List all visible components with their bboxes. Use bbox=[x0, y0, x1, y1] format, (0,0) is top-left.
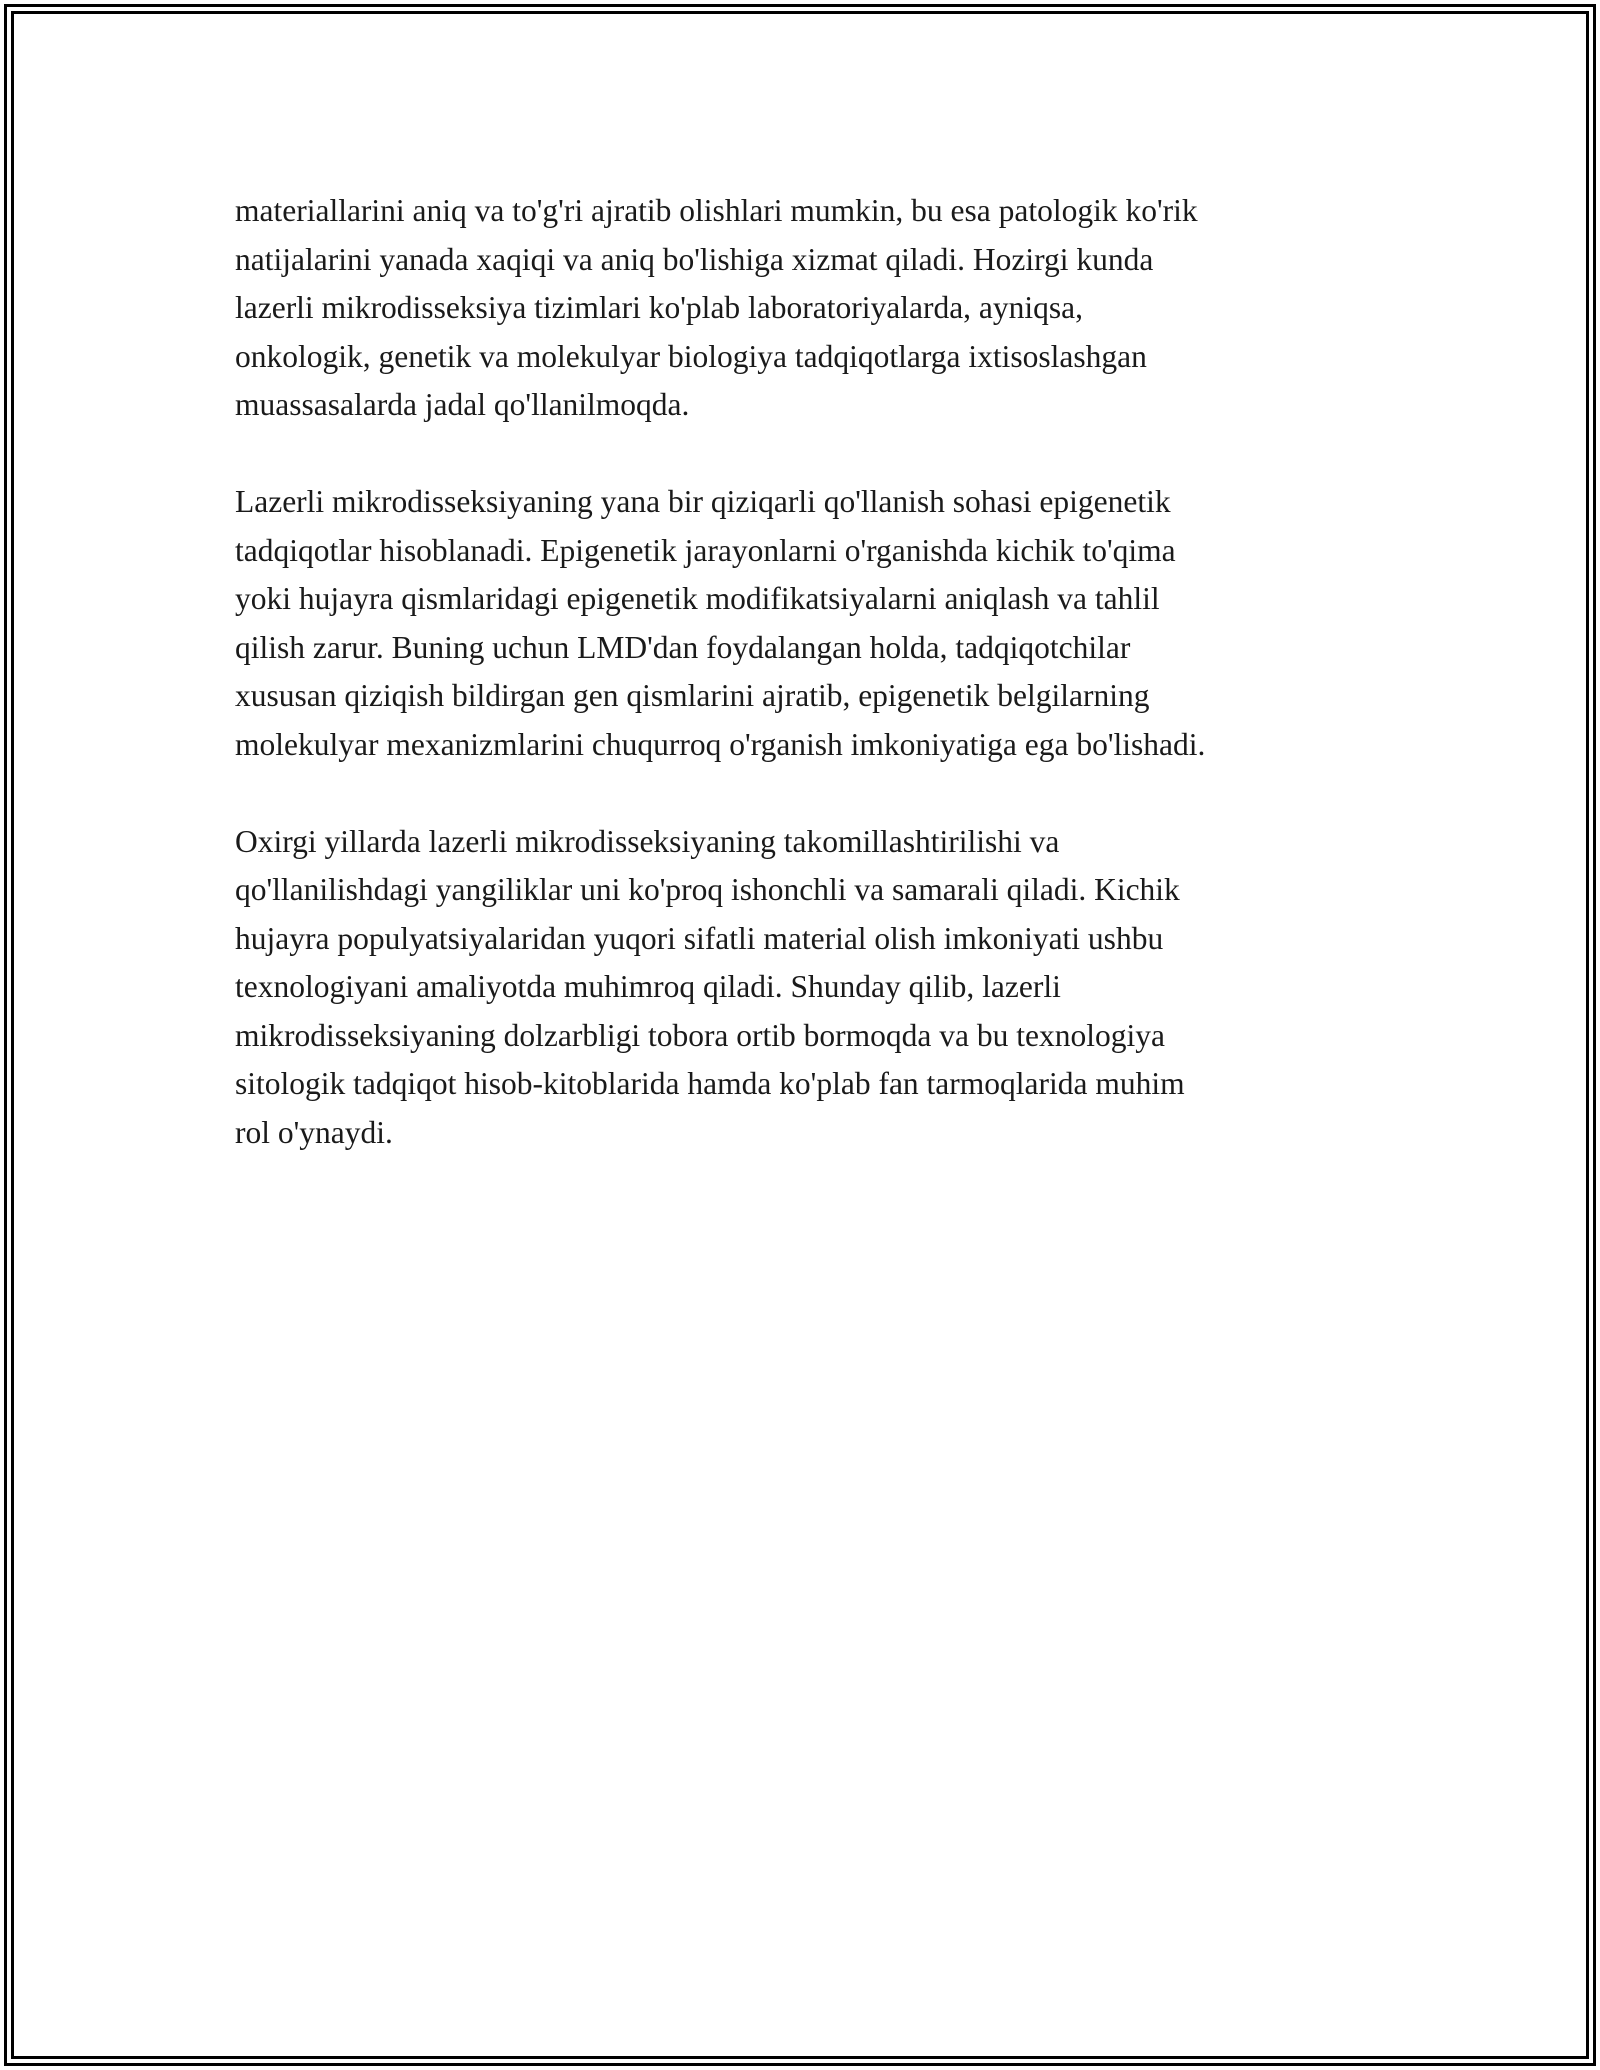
paragraph-2 bbox=[235, 478, 1385, 769]
document-body bbox=[235, 187, 1385, 1206]
text-line: rol o'ynaydi. bbox=[235, 1114, 393, 1150]
text-line: hujayra populyatsiyalaridan yuqori sifatli material olish imkoniyati ushbu bbox=[235, 920, 1164, 956]
text-line: texnologiyani amaliyotda muhimroq qiladi. Shunday qilib, lazerli bbox=[235, 969, 1061, 1004]
text-line: qo'llanilishdagi yangiliklar uni ko'proq ishonchli va samarali qiladi. Kichik bbox=[235, 872, 1180, 907]
text-line: lazerli mikrodisseksiya tizimlari ko'plab laboratoriyalarda, ayniqsa, bbox=[235, 290, 1084, 325]
paragraph-1 bbox=[235, 187, 1385, 430]
text-line: Oxirgi yillarda lazerli mikrodisseksiyaning takomillashtirilishi va bbox=[235, 823, 1060, 859]
text-line: sitologik tadqiqot hisob-kitoblarida hamda ko'plab fan tarmoqlarida muhim bbox=[235, 1066, 1185, 1101]
text-line: onkologik, genetik va molekulyar biologiya tadqiqotlarga ixtisoslashgan bbox=[235, 338, 1147, 374]
text-line: Lazerli mikrodisseksiyaning yana bir qiziqarli qo'llanish sohasi epigenetik bbox=[235, 484, 1171, 519]
paragraph-3 bbox=[235, 818, 1385, 1158]
text-line: qilish zarur. Buning uchun LMD'dan foydalangan holda, tadqiqotchilar bbox=[235, 629, 1131, 665]
text-line: materiallarini aniq va to'g'ri ajratib olishlari mumkin, bu esa patologik ko'rik bbox=[235, 193, 1198, 228]
text-line: natijalarini yanada xaqiqi va aniq bo'lishiga xizmat qiladi. Hozirgi kunda bbox=[235, 241, 1154, 277]
text-line: xususan qiziqish bildirgan gen qismlarini ajratib, epigenetik belgilarning bbox=[235, 678, 1150, 713]
text-line: tadqiqotlar hisoblanadi. Epigenetik jarayonlarni o'rganishda kichik to'qima bbox=[235, 532, 1176, 568]
text-line: mikrodisseksiyaning dolzarbligi tobora ortib bormoqda va bu texnologiya bbox=[235, 1017, 1165, 1053]
text-line: molekulyar mexanizmlarini chuqurroq o'rganish imkoniyatiga ega bo'lishadi. bbox=[235, 726, 1206, 762]
text-line: yoki hujayra qismlaridagi epigenetik modifikatsiyalarni aniqlash va tahlil bbox=[235, 581, 1160, 616]
text-line: muassasalarda jadal qo'llanilmoqda. bbox=[235, 387, 690, 422]
